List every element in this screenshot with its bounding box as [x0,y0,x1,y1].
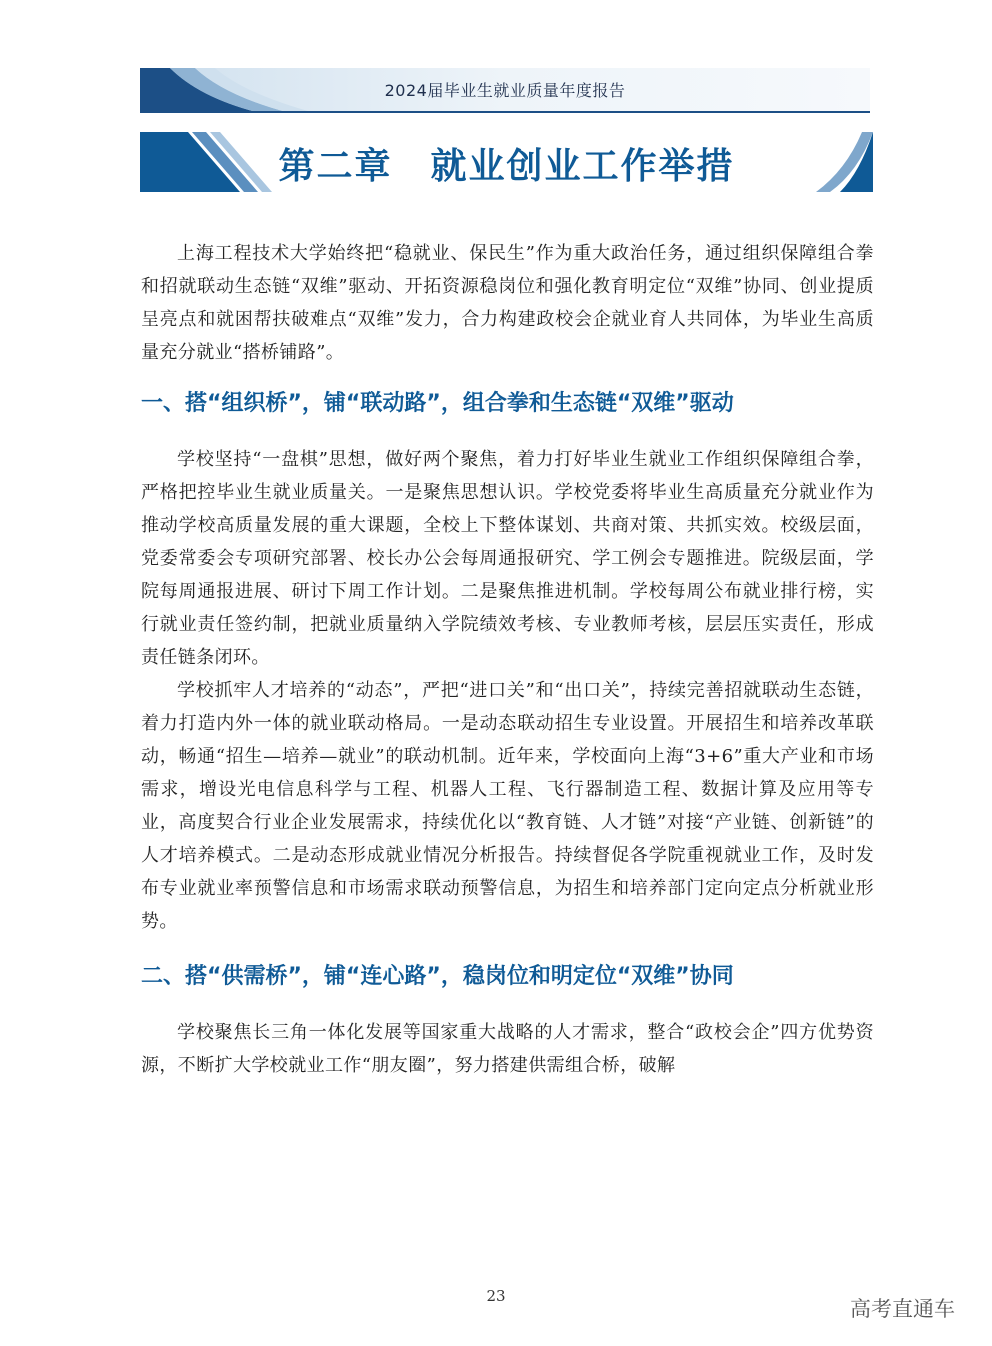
page-body [141,237,874,1082]
report-title: 2024届毕业生就业质量年度报告 [384,81,626,100]
section-heading-1: 一、搭“组织桥”，铺“联动路”，组合拳和生态链“双维”驱动 [141,391,734,416]
page-number: 23 [486,1287,506,1305]
section-heading-2: 二、搭“供需桥”，铺“连心路”，稳岗位和明定位“双维”协同 [141,964,734,989]
section1-paragraph: 学校坚持“一盘棋”思想，做好两个聚焦，着力打好毕业生就业工作组织保障组合拳，严格把控毕业生就业质量关。一是聚焦思想认识。学校党委将毕业生高质量充分就业作为推动学校高质量发展的重大课题，全校上下整体谋划、共商对策、共抓实效。校级层面，党委常委会专项研究部署、校长办公会每周通报研究、学工例会专题推进。院级层面，学院每周通报进展、研讨下周工作计划。二是聚焦推进机制。学校每周公布就业排行榜，实行就业责任签约制，把就业质量纳入学院绩效考核、专业教师考核，层层压实责任，形成责任链条闭环。 [141,449,874,668]
section1-paragraph: 学校抓牢人才培养的“动态”，严把“进口关”和“出口关”，持续完善招就联动生态链，着力打造内外一体的就业联动格局。一是动态联动招生专业设置。开展招生和培养改革联动，畅通“招生—培养—就业”的联动机制。近年来，学校面向上海“3+6”重大产业和市场需求，增设光电信息科学与工程、机器人工程、飞行器制造工程、数据计算及应用等专业，高度契合行业企业发展需求，持续优化以“教育链、人才链”对接“产业链、创新链”的人才培养模式。二是动态形成就业情况分析报告。持续督促各学院重视就业工作，及时发布专业就业率预警信息和市场需求联动预警信息，为招生和培养部门定向定点分析就业形势。 [141,680,874,932]
watermark-text: 高考直通车 [850,1297,955,1321]
section2-paragraph: 学校聚焦长三角一体化发展等国家重大战略的人才需求，整合“政校会企”四方优势资源，不断扩大学校就业工作“朋友圈”，努力搭建供需组合桥，破解 [141,1022,874,1076]
chapter-banner [140,132,873,192]
page-header [140,68,870,113]
chapter-title: 第二章 就业创业工作举措 [278,146,735,187]
intro-paragraph: 上海工程技术大学始终把“稳就业、保民生”作为重大政治任务，通过组织保障组合拳和招就联动生态链“双维”驱动、开拓资源稳岗位和强化教育明定位“双维”协同、创业提质呈亮点和就困帮扶破难点“双维”发力，合力构建政校会企就业育人共同体，为毕业生高质量充分就业“搭桥铺路”。 [141,243,874,363]
